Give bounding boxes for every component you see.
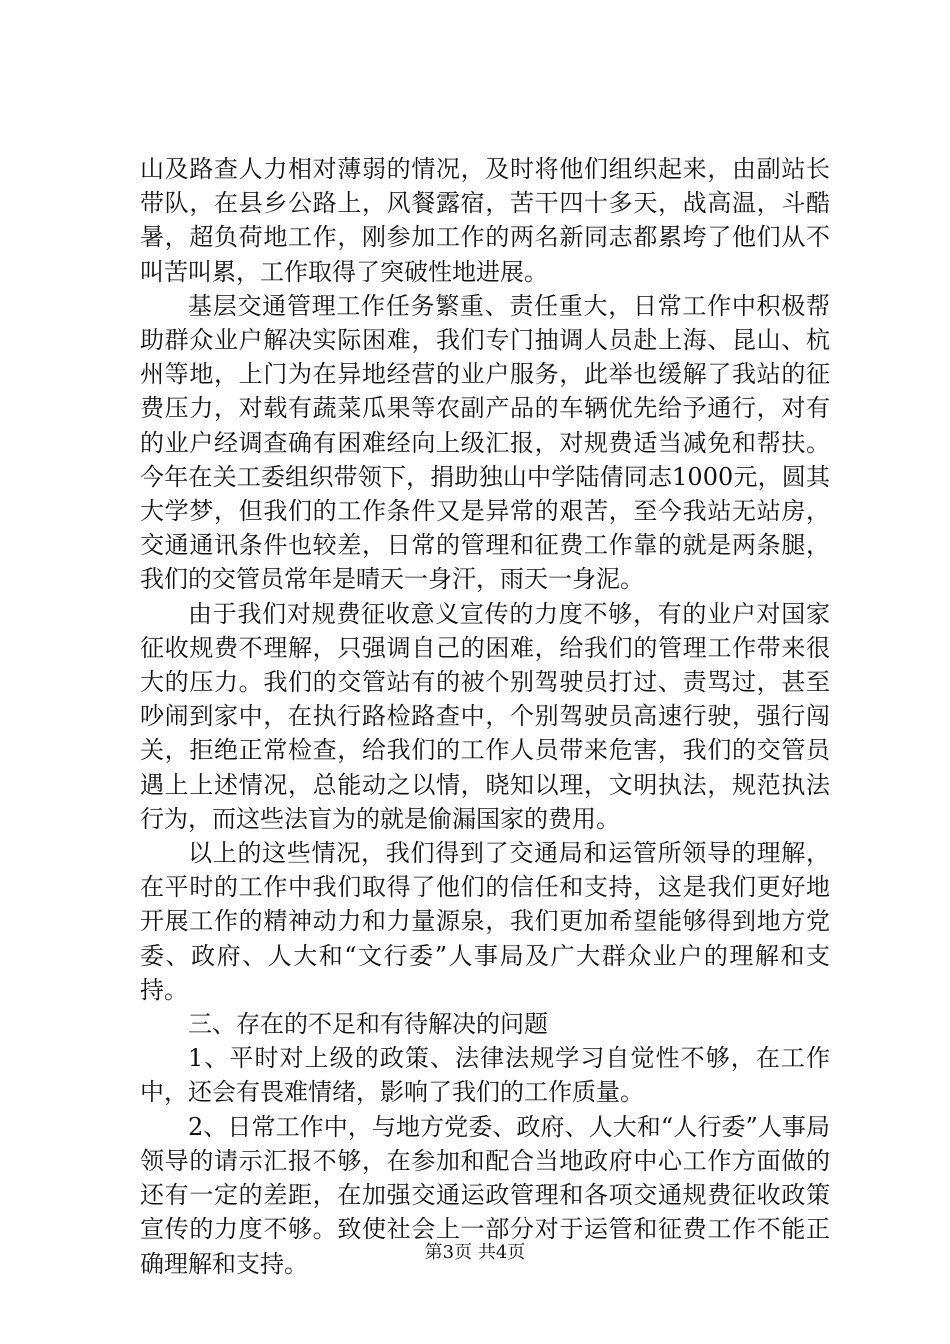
paragraph-1: 山及路查人力相对薄弱的情况，及时将他们组织起来，由副站长带队，在县乡公路上，风餐露宿，苦干四十多天，战高温，斗酷暑，超负荷地工作，刚参加工作的两名新同志都累垮了他们从不叫苦叫累，工作取得了突破性地进展。 [140, 155, 830, 286]
page-footer [0, 1241, 950, 1265]
page-indicator: 第3页 共4页 [424, 1242, 526, 1263]
list-item-1: 1、平时对上级的政策、法律法规学习自觉性不够，在工作中，还会有畏难情绪，影响了我们的工作质量。 [140, 1044, 830, 1107]
paragraph-2: 基层交通管理工作任务繁重、责任重大，日常工作中积极帮助群众业户解决实际困难，我们专门抽调人员赴上海、昆山、杭州等地，上门为在异地经营的业户服务，此举也缓解了我站的征费压力，对载有蔬菜瓜果等农副产品的车辆优先给予通行，对有的业户经调查确有困难经向上级汇报，对规费适当减免和帮扶。今年在关工委组织带领下，捐助独山中学陆倩同志1000元，圆其大学梦，但我们的工作条件又是异常的艰苦，至今我站无站房，交通通讯条件也较差，日常的管理和征费工作靠的就是两条腿，我们的交管员常年是晴天一身汗，雨天一身泥。 [140, 291, 830, 594]
list-item-2: 2、日常工作中，与地方党委、政府、人大和“人行委”人事局领导的请示汇报不够，在参加和配合当地政府中心工作方面做的还有一定的差距，在加强交通运政管理和各项交通规费征收政策宣传的力度不够。致使社会上一部分对于运管和征费工作不能正确理解和支持。 [140, 1112, 830, 1278]
paragraph-4: 以上的这些情况，我们得到了交通局和运管所领导的理解，在平时的工作中我们取得了他们的信任和支持，这是我们更好地开展工作的精神动力和力量源泉，我们更加希望能够得到地方党委、政府、人大和“文行委”人事局及广大群众业户的理解和支持。 [140, 839, 830, 1004]
document-body [140, 152, 830, 1281]
paragraph-3: 由于我们对规费征收意义宣传的力度不够，有的业户对国家征收规费不理解，只强调自己的困难，给我们的管理工作带来很大的压力。我们的交管站有的被个别驾驶员打过、责骂过，甚至吵闹到家中，在执行路检路查中，个别驾驶员高速行驶，强行闯关，拒绝正常检查，给我们的工作人员带来危害，我们的交管员遇上上述情况，总能动之以情，晓知以理，文明执法，规范执法行为，而这些法盲为的就是偷漏国家的费用。 [140, 599, 830, 833]
section-heading: 三、存在的不足和有待解决的问题 [188, 1010, 548, 1039]
